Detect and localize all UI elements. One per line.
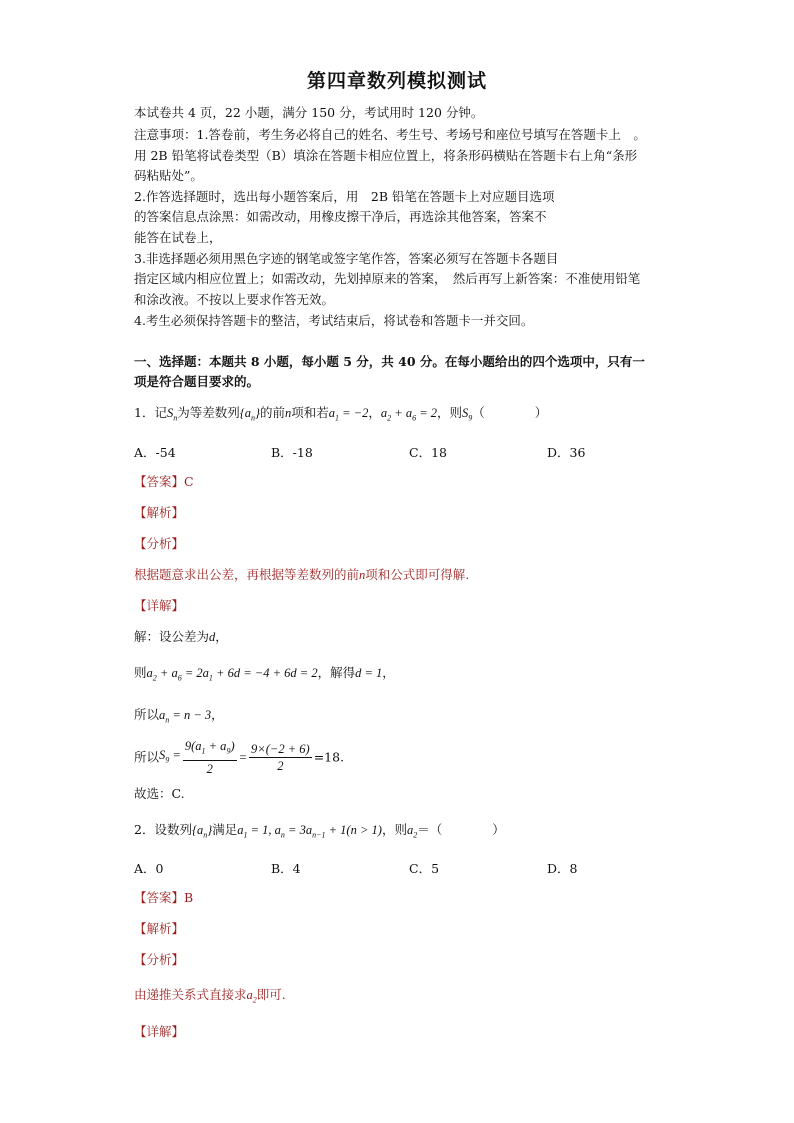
intro-line: 指定区域内相应位置上；如需改动，先划掉原来的答案， 然后再写上新答案：不准使用铅笔 <box>134 271 641 286</box>
intro-line: 2.作答选择题时，选出每小题答案后，用 2B 铅笔在答题卡上对应题目选项 <box>134 189 555 204</box>
math-expression: $S_n$ <box>166 406 178 423</box>
option-a: A．0 <box>134 861 164 876</box>
option-b: B．-18 <box>271 445 313 460</box>
analysis-text: 根据题意求出公差，再根据等差数列的前n项和公式即可得解. <box>134 567 470 582</box>
math-expression: n <box>284 406 292 420</box>
math-expression: $a_2 + a_6 = 2$ <box>380 406 438 423</box>
option-d: D．8 <box>547 861 578 876</box>
analysis-sublabel: 【分析】 <box>134 952 185 967</box>
math-expression: $\{a_n\}$ <box>239 406 260 423</box>
math-expression: $a_1 = -2$ <box>328 406 369 423</box>
option-c: C．18 <box>409 445 447 460</box>
option-d: D．36 <box>547 445 586 460</box>
intro-line: 4.考生必须保持答题卡的整洁，考试结束后，将试卷和答题卡一并交回。 <box>134 313 534 328</box>
option-b: B．4 <box>271 861 301 876</box>
intro-line: 用 2B 铅笔将试卷类型（B）填涂在答题卡相应位置上，将条形码横贴在答题卡右上角“条形 <box>134 148 638 163</box>
solution-line: 所以$S_9$ = $\frac{9(a_1 + a_9)}{2}$ = $\frac{9\times(-2 + 6)}{2}$ =18. <box>134 739 345 776</box>
analysis-text: 由递推关系式直接求$a_2$即可. <box>134 987 286 1005</box>
fraction: $\frac{9\times(-2 + 6)}{2}$ <box>251 741 310 773</box>
solution-line: 则$a_2 + a_6 = 2a_1 + 6d = -4 + 6d = 2$，解得d = 1， <box>134 665 395 683</box>
option-c: C．5 <box>409 861 440 876</box>
intro-line: 3.非选择题必须用黑色字迹的钢笔或签字笔作答，答案必须写在答题卡各题目 <box>134 251 559 266</box>
question-2-stem: 2．设数列$\{a_n\}$满足$a_1 = 1$, $a_n = 3a_{n-1} + 1(n > 1)$，则$a_2=$（ ） <box>134 822 505 840</box>
intro-line: 码粘贴处”。 <box>134 168 203 183</box>
question-1-stem: 1．记$S_n$为等差数列$\{a_n\}$的前n项和若$a_1 = -2$，$a_2 + a_6 = 2$，则$S_9$（ ） <box>134 405 548 423</box>
intro-line: 的答案信息点涂黑：如需改动，用橡皮擦干净后，再选涂其他答案，答案不 <box>134 209 547 224</box>
solution-line: 所以$a_n = n - 3$， <box>134 707 224 725</box>
page-title: 第四章数列模拟测试 <box>306 70 487 92</box>
analysis-label: 【解析】 <box>134 921 185 936</box>
answer-label: 【答案】C <box>134 474 194 489</box>
intro-line: 本试卷共 4 页，22 小题，满分 150 分，考试用时 120 分钟。 <box>134 105 484 120</box>
answer-label: 【答案】B <box>134 890 194 905</box>
analysis-sublabel: 【分析】 <box>134 536 185 551</box>
analysis-label: 【解析】 <box>134 505 185 520</box>
detail-label: 【详解】 <box>134 598 185 613</box>
math-expression: $S_9$ <box>462 406 473 423</box>
intro-line: 和涂改液。不按以上要求作答无效。 <box>134 292 335 307</box>
intro-line: 能答在试卷上， <box>134 230 222 245</box>
option-a: A．-54 <box>134 445 176 460</box>
fraction: $\frac{9(a_1 + a_9)}{2}$ <box>184 739 235 776</box>
solution-line: 解：设公差为d， <box>134 629 228 644</box>
detail-label: 【详解】 <box>134 1024 185 1039</box>
solution-line: 故选：C. <box>134 786 185 801</box>
section-heading: 一、选择题：本题共 8 小题，每小题 5 分，共 40 分。在每小题给出的四个选项中，只有一 <box>134 354 645 369</box>
section-heading: 项是符合题目要求的。 <box>134 374 260 389</box>
intro-line: 注意事项：1.答卷前，考生务必将自己的姓名、考生号、考场号和座位号填写在答题卡上 。 <box>134 127 646 142</box>
